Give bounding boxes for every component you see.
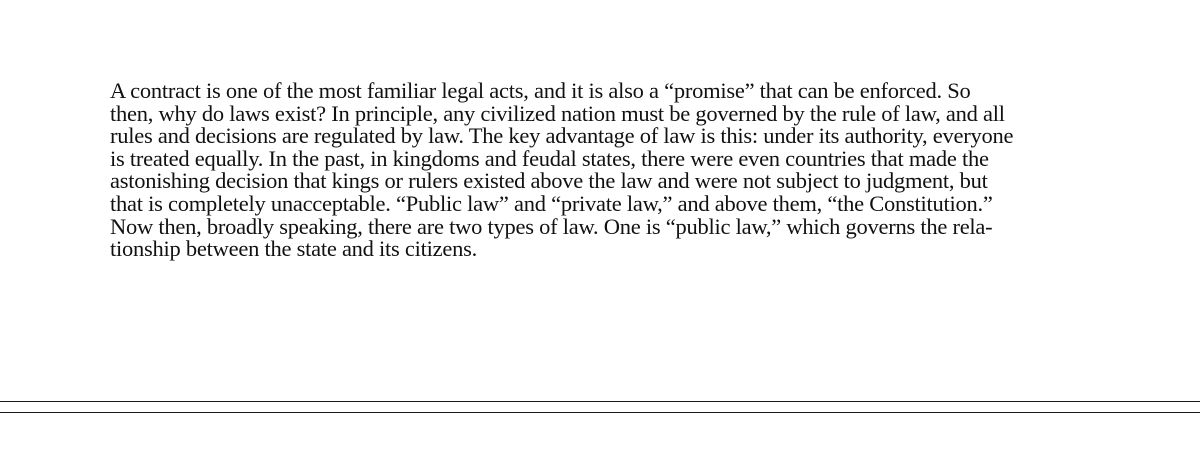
paragraph-line: A contract is one of the most familiar legal acts, and it is also a “promise” that can be enforced. So xyxy=(110,78,971,103)
paragraph-line: astonishing decision that kings or rulers existed above the law and were not subject to judgment, but xyxy=(110,168,988,194)
paragraph-line: rules and decisions are regulated by law. The key advantage of law is this: under its authority, everyone xyxy=(110,123,1014,149)
paragraph-line: that is completely unacceptable. “Public law” and “private law,” and above them, “the Constitution.” xyxy=(110,190,993,216)
paragraph-line: Now then, broadly speaking, there are two types of law. One is “public law,” which governs the rela- xyxy=(110,213,993,239)
paragraph-line: then, why do laws exist? In principle, any civilized nation must be governed by the rule of law, and all xyxy=(110,100,1005,126)
horizontal-rule-top xyxy=(0,401,1200,402)
paragraph-line: tionship between the state and its citizens. xyxy=(110,236,478,262)
paragraph-line: is treated equally. In the past, in kingdoms and feudal states, there were even countries that made the xyxy=(110,145,989,171)
body-paragraph xyxy=(110,80,1110,261)
horizontal-rule-bottom xyxy=(0,412,1200,413)
